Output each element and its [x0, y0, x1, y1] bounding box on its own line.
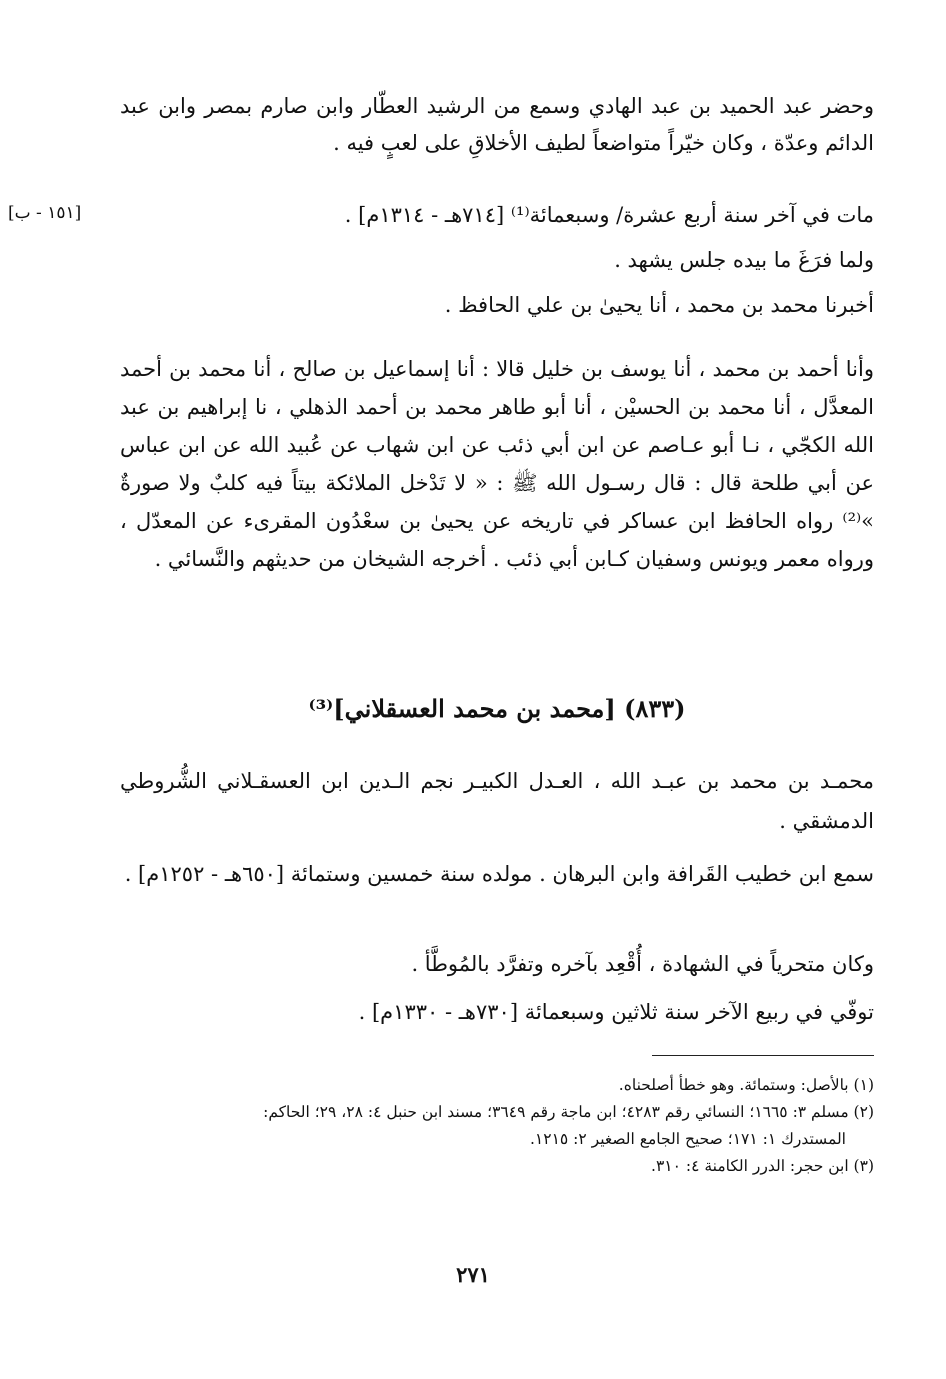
- paragraph-2-line-1: مات في آخر سنة أربع عشرة/ وسبعمائة⁽¹⁾ [٧١٤هـ - ١٣١٤م] .: [344, 203, 874, 227]
- entry-heading: (٨٣٣) [محمد بن محمد العسقلاني]⁽³⁾: [308, 694, 686, 723]
- footnote-2: (٢) مسلم ٣: ١٦٦٥؛ النسائي رقم ٤٢٨٣؛ ابن ماجة رقم ٣٦٤٩؛ مسند ابن حنبل ٤: ٢٨، ٢٩؛ الحاكم:: [263, 1103, 874, 1121]
- paragraph-7: توفّي في ربيع الآخر سنة ثلاثين وسبعمائة [٧٣٠هـ - ١٣٣٠م] .: [358, 1000, 874, 1024]
- manuscript-folio-note: [١٥١ - ب]: [8, 203, 82, 223]
- paragraph-2-line-2: ولما فرَغَ ما بيده جلس يشهد .: [614, 248, 874, 272]
- paragraph-2-line-3: أخبرنا محمد بن محمد ، أنا يحيىٰ بن علي الحافظ .: [444, 293, 874, 317]
- footnote-2-continued: المستدرك ١: ١٧١؛ صحيح الجامع الصغير ٢: ١٢١٥.: [529, 1130, 846, 1148]
- footnote-3: (٣) ابن حجر: الدرر الكامنة ٤: ٣١٠.: [651, 1157, 874, 1175]
- paragraph-4: محمـد بن محمد بن عبـد الله ، العـدل الكبيـر نجم الـدين ابن العسقـلاني الشُّروطي الدمشقي .: [120, 769, 874, 833]
- paragraph-5: سمع ابن خطيب القَرافة وابن البرهان . مولده سنة خمسين وستمائة [٦٥٠هـ - ١٢٥٢م] .: [124, 862, 874, 886]
- paragraph-3-hadith: وأنا أحمد بن محمد ، أنا يوسف بن خليل قالا : أنا إسماعيل بن صالح ، أنا محمد بن أحمد المعدَّل ، أنا محمد بن الحسيْن ، أنا أبو طاهر محمد بن أحمد الذهلي ، نا إبراهيم بن عبد الله الكجّي ، نـا أبو عـاصم عن ابن أبي ذئب عن ابن شهاب عن عُبيد الله عن ابن عباس عن أبي طلحة قال : قال رسـول الله ﷺ : « لا تَدْخل الملائكة بيتاً فيه كلبٌ ولا صورةٌ »⁽²⁾ رواه الحافظ ابن عساكر في تاريخه عن يحيىٰ بن سعْدُون المقرىء عن المعدّل ، ورواه معمر ويونس وسفيان كـابن أبي ذئب . أخرجه الشيخان من حديثهم والنَّسائي .: [120, 357, 874, 571]
- paragraph-6: وكان متحرياً في الشهادة ، أُقْعِد بآخره وتفرَّد بالمُوطَّأ .: [411, 952, 874, 976]
- footnotes: [120, 1072, 874, 1180]
- footnote-separator: [652, 1055, 874, 1056]
- paragraph-1: وحضر عبد الحميد بن عبد الهادي وسمع من الرشيد العطّار وابن صارم بمصر وابن عبد الدائم وعدّة ، وكان خيّراً متواضعاً لطيف الأخلاقِ على لعبٍ فيه .: [120, 94, 874, 155]
- footnote-1: (١) بالأصل: وستمائة. وهو خطأ أصلحناه.: [618, 1076, 874, 1094]
- page-number: ٢٧١: [456, 1262, 490, 1287]
